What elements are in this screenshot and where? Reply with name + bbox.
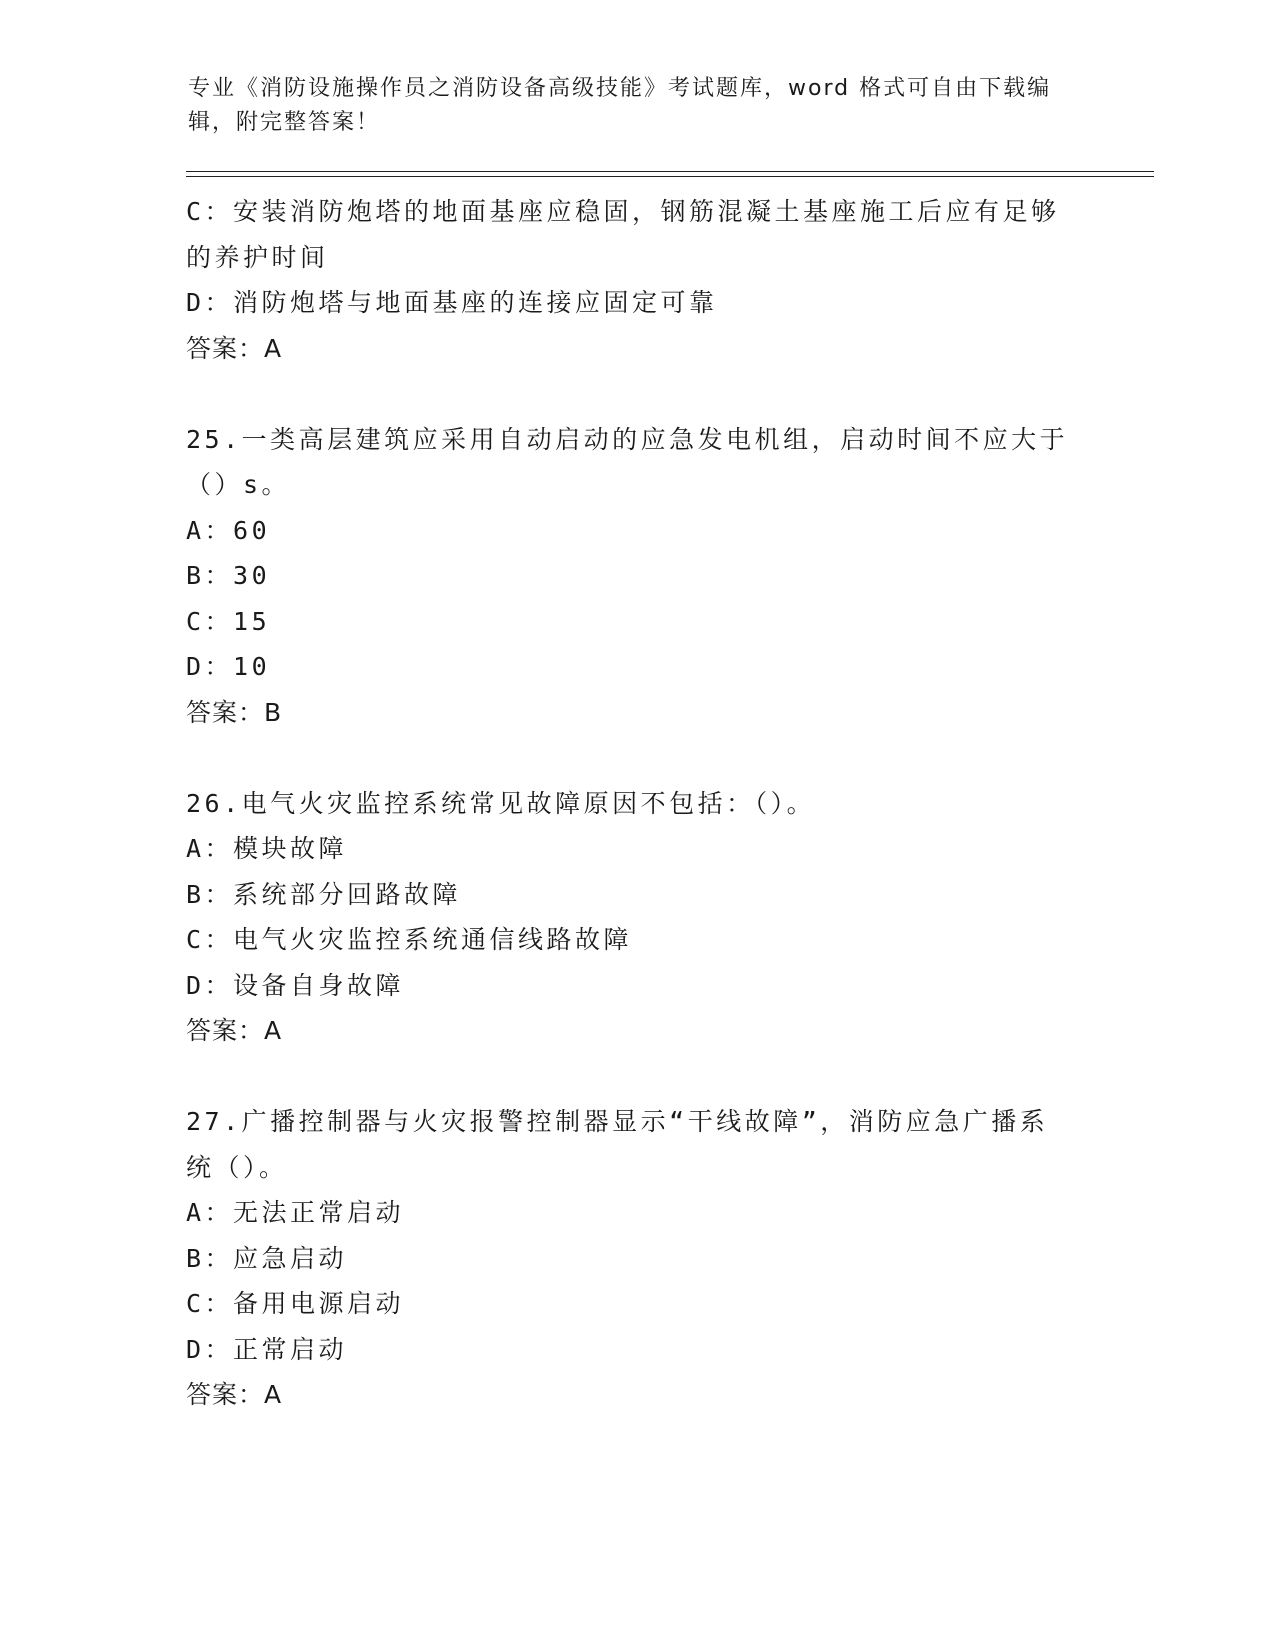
question-stem-line-1: 26.电气火灾监控系统常见故障原因不包括：（）。 xyxy=(186,788,816,818)
header-line-1: 专业《消防设施操作员之消防设备高级技能》考试题库，word 格式可自由下载编 xyxy=(188,76,1052,101)
question-block-27 xyxy=(186,1099,1086,1418)
header-rule-top xyxy=(186,171,1154,172)
option-b: B：系统部分回路故障 xyxy=(186,879,462,909)
option-b: B：应急启动 xyxy=(186,1243,348,1273)
question-block-24 xyxy=(186,189,1086,371)
option-c: C：备用电源启动 xyxy=(186,1289,405,1318)
question-block-26 xyxy=(186,781,1086,1054)
option-b: B：30 xyxy=(186,561,271,590)
question-stem-line-1: 27.广播控制器与火灾报警控制器显示“干线故障”，消防应急广播系 xyxy=(186,1107,1049,1136)
answer: 答案：A xyxy=(186,333,283,363)
question-block-25 xyxy=(186,417,1086,736)
option-a: A：60 xyxy=(186,515,271,545)
option-d: D：消防炮塔与地面基座的连接应固定可靠 xyxy=(186,288,718,317)
answer: 答案：A xyxy=(186,1380,283,1409)
option-c: C：电气火灾监控系统通信线路故障 xyxy=(186,925,633,954)
header-rule-bottom xyxy=(186,176,1154,177)
option-a: A：无法正常启动 xyxy=(186,1198,405,1227)
option-d: D：正常启动 xyxy=(186,1334,348,1364)
header-line-2: 辑，附完整答案！ xyxy=(188,110,381,135)
option-d: D：10 xyxy=(186,652,271,681)
question-stem-line-2: （）s。 xyxy=(186,470,291,499)
question-list xyxy=(186,189,1086,1418)
document-header xyxy=(188,72,1068,140)
option-c-line-1: C：安装消防炮塔的地面基座应稳固，钢筋混凝土基座施工后应有足够 xyxy=(186,197,1060,226)
option-c: C：15 xyxy=(186,606,271,636)
answer: 答案：B xyxy=(186,697,283,727)
answer: 答案：A xyxy=(186,1016,283,1045)
question-stem-line-2: 统（）。 xyxy=(186,1152,288,1182)
option-d: D：设备自身故障 xyxy=(186,970,405,1000)
question-stem-line-1: 25.一类高层建筑应采用自动启动的应急发电机组，启动时间不应大于 xyxy=(186,424,1069,454)
option-c-line-2: 的养护时间 xyxy=(186,242,329,272)
option-a: A：模块故障 xyxy=(186,834,348,863)
